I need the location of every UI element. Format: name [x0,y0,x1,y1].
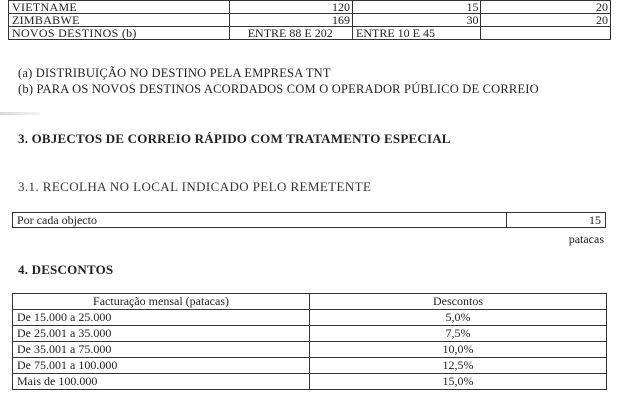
fee-label: Por cada objecto [13,213,507,228]
table-row [13,342,607,358]
table-row [13,374,607,390]
destination-name: VIETNAME [9,1,230,14]
rate-value: 30 [353,14,481,27]
section-3-1-heading: 3.1. RECOLHA NO LOCAL INDICADO PELO REMETENTE [18,179,372,194]
billing-range: De 75.001 a 100.000 [13,358,310,374]
discount-value: 10,0% [310,342,607,358]
rate-value [481,27,611,40]
rate-value: ENTRE 88 E 202 [230,27,353,40]
table-row [13,213,606,228]
currency-unit: patacas [568,232,604,246]
section-3-heading: 3. OBJECTOS DE CORREIO RÁPIDO COM TRATAMENTO ESPECIAL [18,131,451,146]
footnote-b: (b) PARA OS NOVOS DESTINOS ACORDADOS COM O OPERADOR PÚBLICO DE CORREIO [18,82,539,96]
collection-fee-table [12,212,606,228]
discount-value: 7,5% [310,326,607,342]
discount-value: 12,5% [310,358,607,374]
table-row [13,310,607,326]
table-row [9,27,611,40]
discount-value: 5,0% [310,310,607,326]
rate-value: 20 [481,1,611,14]
rates-table [8,0,611,40]
rate-value: 15 [353,1,481,14]
table-row [13,358,607,374]
table-row [13,326,607,342]
destination-name: NOVOS DESTINOS (b) [9,27,230,40]
table-header-row [13,294,607,310]
column-header-billing: Facturação mensal (patacas) [13,294,310,310]
rate-value: 20 [481,14,611,27]
rate-value: ENTRE 10 E 45 [353,27,481,40]
table-row [9,1,611,14]
scan-artifact [0,112,40,115]
rate-value: 120 [230,1,353,14]
destination-name: ZIMBABWE [9,14,230,27]
column-header-discounts: Descontos [310,294,607,310]
billing-range: De 25.001 a 35.000 [13,326,310,342]
table-row [9,14,611,27]
discounts-table [12,293,607,390]
section-4-heading: 4. DESCONTOS [18,262,114,277]
billing-range: De 35.001 a 75.000 [13,342,310,358]
billing-range: De 15.000 a 25.000 [13,310,310,326]
discount-value: 15,0% [310,374,607,390]
billing-range: Mais de 100.000 [13,374,310,390]
fee-value: 15 [507,213,606,228]
rate-value: 169 [230,14,353,27]
footnote-a: (a) DISTRIBUIÇÃO NO DESTINO PELA EMPRESA TNT [18,66,331,80]
